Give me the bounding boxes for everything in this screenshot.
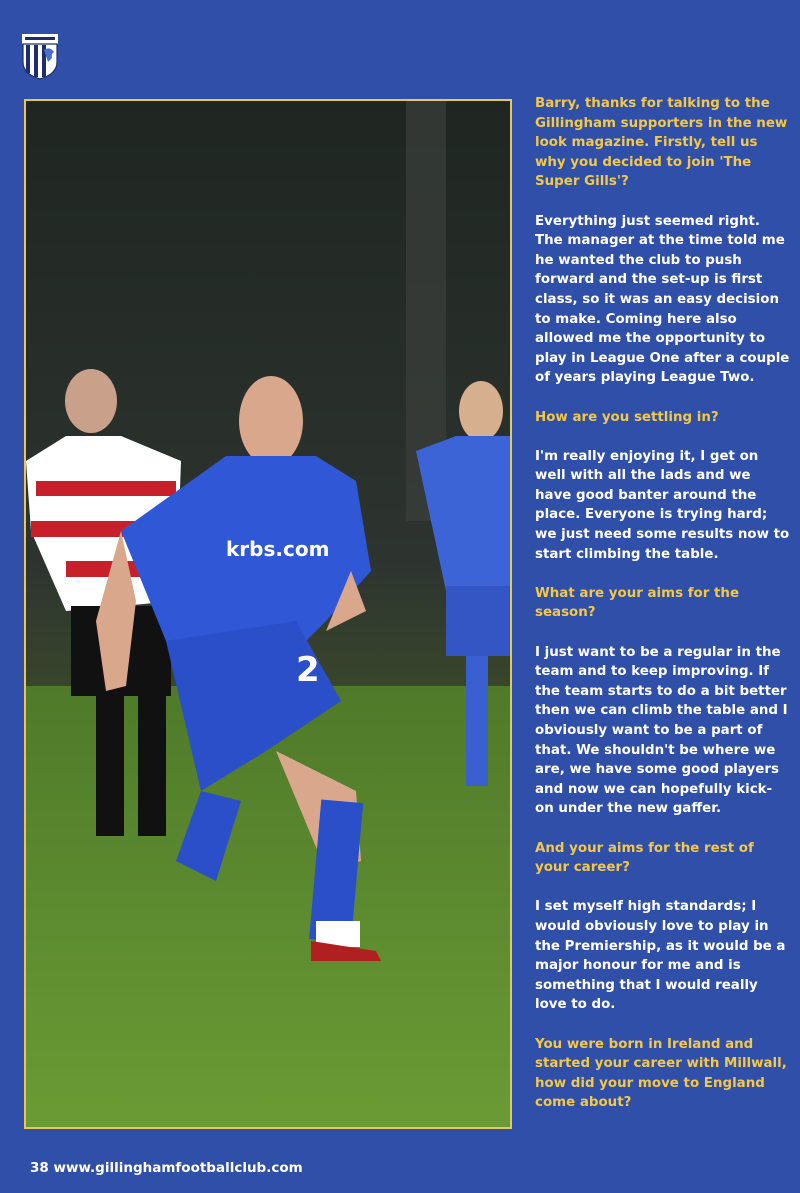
answer-2: I'm really enjoying it, I get on well with all the lads and we have good banter around the place. Everyone is trying hard; we just need some results now to start climbing the table.: [535, 448, 790, 562]
question-1: Barry, thanks for talking to the Gillingham supporters in the new look magazine. Firstly, tell us why you decided to join 'The Super Gills'?: [535, 96, 788, 190]
interview-column: [535, 94, 790, 1132]
club-crest-icon: [22, 34, 58, 80]
football-photo: [24, 99, 512, 1129]
website-link[interactable]: www.gillinghamfootballclub.com: [53, 1160, 303, 1176]
page-number: 38: [30, 1160, 49, 1176]
svg-text:2: 2: [296, 650, 320, 690]
question-4: And your aims for the rest of your career?: [535, 840, 754, 876]
answer-4: I set myself high standards; I would obviously love to play in the Premiership, as it would be a major honour for me and is something that I would really love to do.: [535, 899, 786, 1013]
question-2: How are you settling in?: [535, 409, 719, 425]
svg-text:krbs.com: krbs.com: [226, 537, 330, 561]
page-footer: [30, 1160, 303, 1176]
answer-3: I just want to be a regular in the team and to keep improving. If the team starts to do a bit better then we can climb the table and I obviously want to be a part of that. We shouldn't be where we are, we have some good players and now we can hopefully kick-on under the new gaffer.: [535, 644, 788, 817]
question-3: What are your aims for the season?: [535, 585, 740, 621]
question-5: You were born in Ireland and started your career with Millwall, how did your move to England come about?: [535, 1036, 787, 1111]
answer-1: Everything just seemed right. The manager at the time told me he wanted the club to push forward and the set-up is first class, so it was an easy decision to make. Coming here also allowed me the opportunity to play in League One after a couple of years playing League Two.: [535, 213, 790, 386]
